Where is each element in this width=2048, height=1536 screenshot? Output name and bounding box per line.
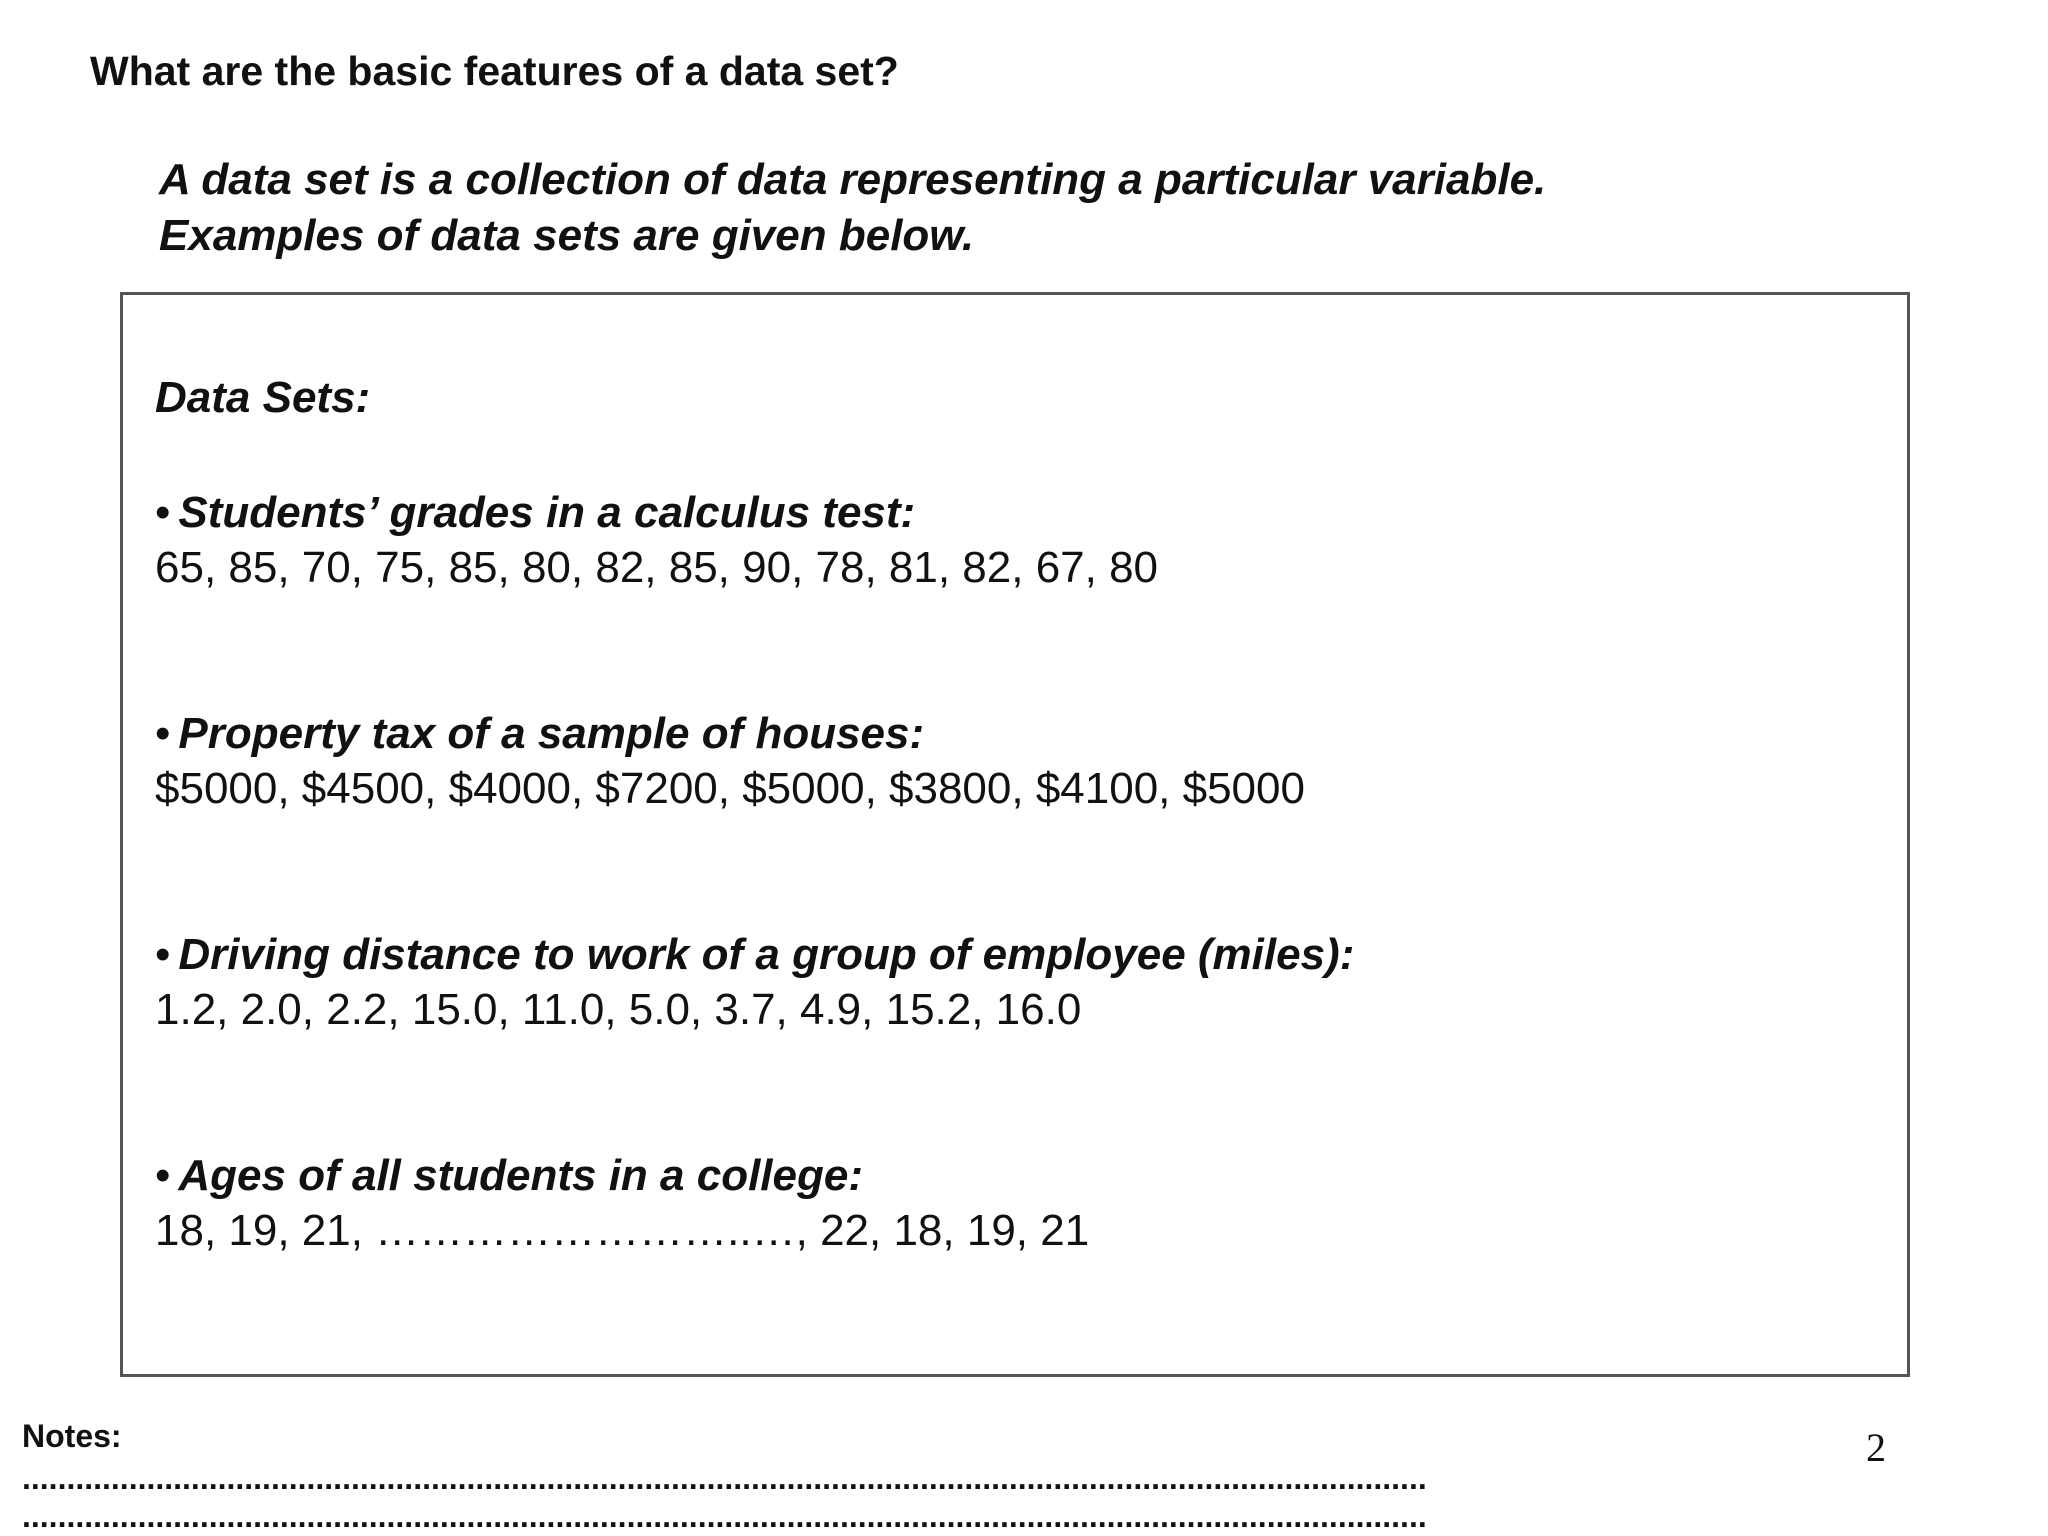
dataset-ages [155, 1148, 1875, 1258]
dataset-label [155, 485, 1875, 540]
dataset-grades [155, 485, 1875, 595]
dataset-label [155, 927, 1875, 982]
notes-label: Notes: [22, 1418, 122, 1454]
dataset-label-text: Property tax of a sample of houses: [178, 709, 925, 758]
bullet: • [155, 930, 171, 979]
dataset-driving-distance [155, 927, 1875, 1037]
intro-line-1: A data set is a collection of data representing a particular variable. [159, 155, 1547, 204]
page-number: 2 [1866, 1425, 1886, 1470]
dataset-label [155, 706, 1875, 761]
dataset-label-text: Ages of all students in a college: [178, 1151, 863, 1200]
data-sets-title: Data Sets: [155, 373, 371, 422]
intro-text [159, 152, 1546, 264]
dataset-label-text: Driving distance to work of a group of employee (miles): [178, 930, 1355, 979]
data-sets-box [120, 292, 1910, 1377]
page-heading: What are the basic features of a data set? [90, 48, 899, 94]
dataset-property-tax [155, 706, 1875, 816]
notes-dotted-line-1: .............................................................................................................................................................. [22, 1460, 1427, 1496]
dataset-values: 18, 19, 21, ……………………..…, 22, 18, 19, 21 [155, 1206, 1090, 1255]
intro-line-2: Examples of data sets are given below. [159, 211, 975, 260]
dataset-values: 65, 85, 70, 75, 85, 80, 82, 85, 90, 78, 81, 82, 67, 80 [155, 543, 1159, 592]
dataset-label-text: Students’ grades in a calculus test: [178, 488, 916, 537]
bullet: • [155, 1151, 171, 1200]
bullet: • [155, 488, 171, 537]
dataset-values: 1.2, 2.0, 2.2, 15.0, 11.0, 5.0, 3.7, 4.9, 15.2, 16.0 [155, 985, 1082, 1034]
dataset-values: $5000, $4500, $4000, $7200, $5000, $3800, $4100, $5000 [155, 764, 1305, 813]
notes-dotted-line-2: .............................................................................................................................................................. [22, 1498, 1427, 1534]
dataset-label [155, 1148, 1875, 1203]
bullet: • [155, 709, 171, 758]
